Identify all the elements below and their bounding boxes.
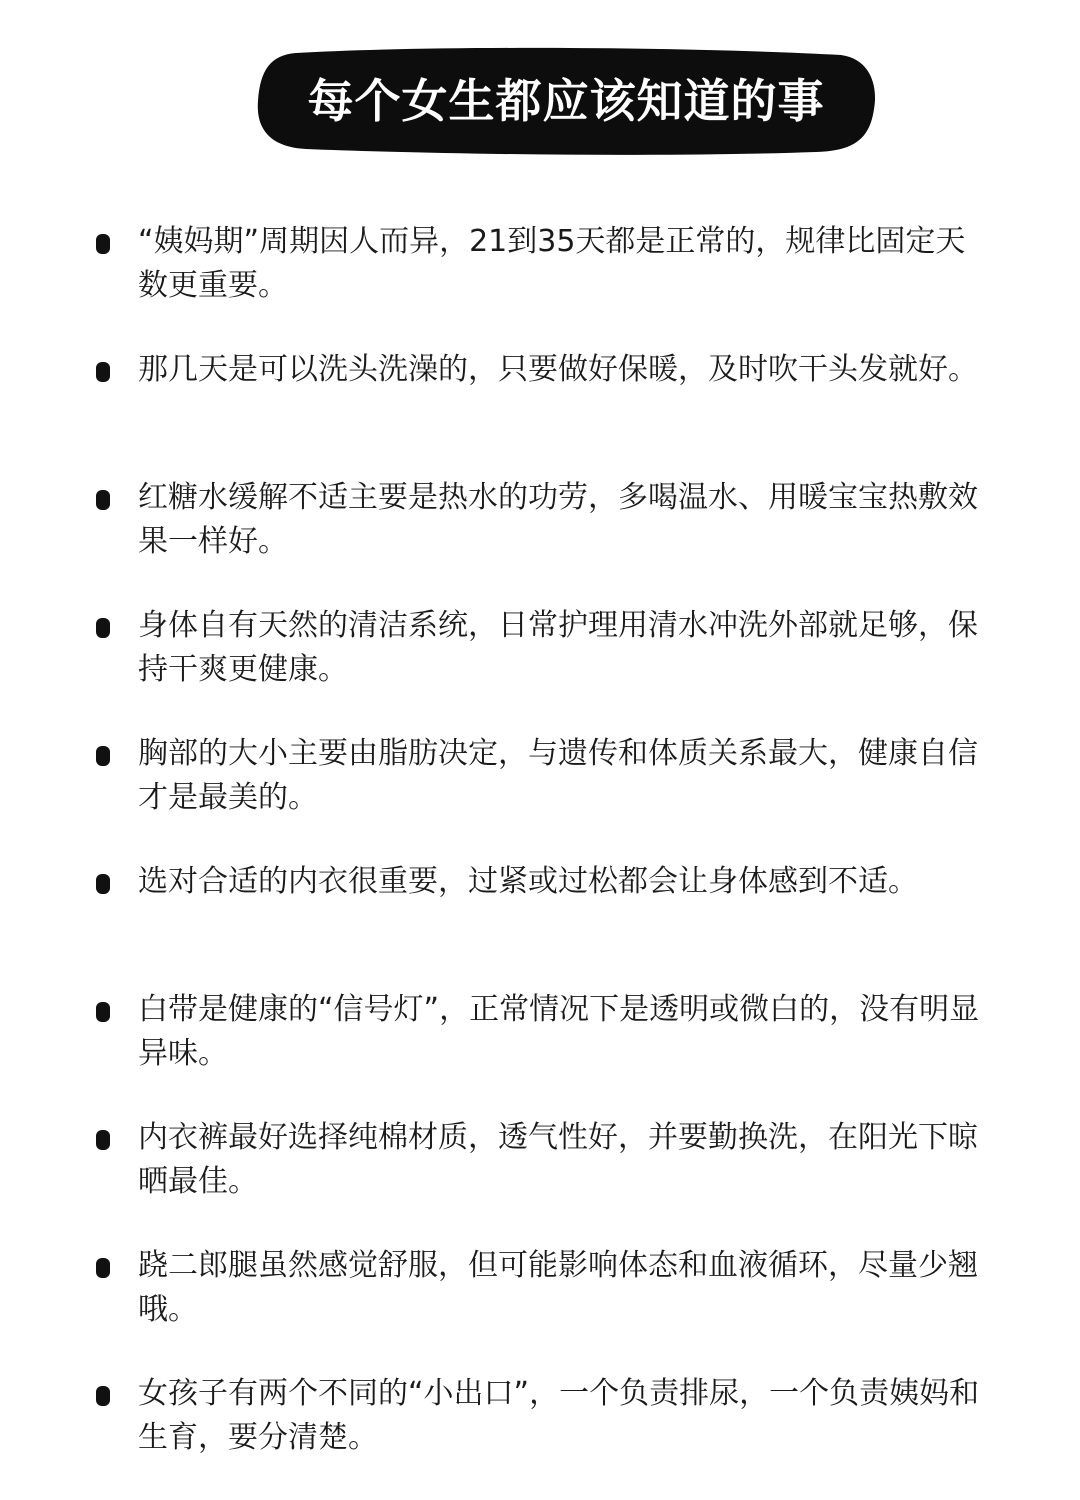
bullet-icon	[96, 1386, 110, 1406]
list-item	[0, 988, 1080, 1116]
list-item-text: 跷二郎腿虽然感觉舒服，但可能影响体态和血液循环，尽量少翘哦。	[138, 1248, 978, 1327]
bullet-icon	[96, 746, 110, 766]
bullet-icon	[96, 362, 110, 382]
bullet-icon	[96, 1258, 110, 1278]
list-item	[0, 220, 1080, 348]
bullet-icon	[96, 874, 110, 894]
list-item-text: 那几天是可以洗头洗澡的，只要做好保暖，及时吹干头发就好。	[138, 352, 978, 387]
bullet-icon	[96, 234, 110, 254]
bullet-icon	[96, 618, 110, 638]
bullet-icon	[96, 490, 110, 510]
list-item-text: 选对合适的内衣很重要，过紧或过松都会让身体感到不适。	[138, 864, 918, 899]
facts-list	[0, 220, 1080, 1500]
bullet-icon	[96, 1130, 110, 1150]
list-item-text: 白带是健康的“信号灯”，正常情况下是透明或微白的，没有明显异味。	[138, 992, 980, 1071]
list-item	[0, 860, 1080, 988]
list-item-text: 身体自有天然的清洁系统，日常护理用清水冲洗外部就足够，保持干爽更健康。	[138, 608, 978, 687]
list-item	[0, 732, 1080, 860]
list-item	[0, 1116, 1080, 1244]
list-item	[0, 1372, 1080, 1500]
bullet-icon	[96, 1002, 110, 1022]
list-item	[0, 348, 1080, 476]
list-item-text: 女孩子有两个不同的“小出口”，一个负责排尿，一个负责姨妈和生育，要分清楚。	[138, 1376, 980, 1455]
list-item	[0, 604, 1080, 732]
list-item-text: 胸部的大小主要由脂肪决定，与遗传和体质关系最大，健康自信才是最美的。	[138, 736, 978, 815]
list-item	[0, 1244, 1080, 1372]
page-title: 每个女生都应该知道的事	[307, 74, 825, 128]
list-item-text: 红糖水缓解不适主要是热水的功劳，多喝温水、用暖宝宝热敷效果一样好。	[138, 480, 978, 559]
list-item	[0, 476, 1080, 604]
list-item-text: “姨妈期”周期因人而异，21到35天都是正常的，规律比固定天数更重要。	[138, 224, 966, 303]
list-item-text: 内衣裤最好选择纯棉材质，透气性好，并要勤换洗，在阳光下晾晒最佳。	[138, 1120, 978, 1199]
title-banner	[256, 47, 876, 155]
